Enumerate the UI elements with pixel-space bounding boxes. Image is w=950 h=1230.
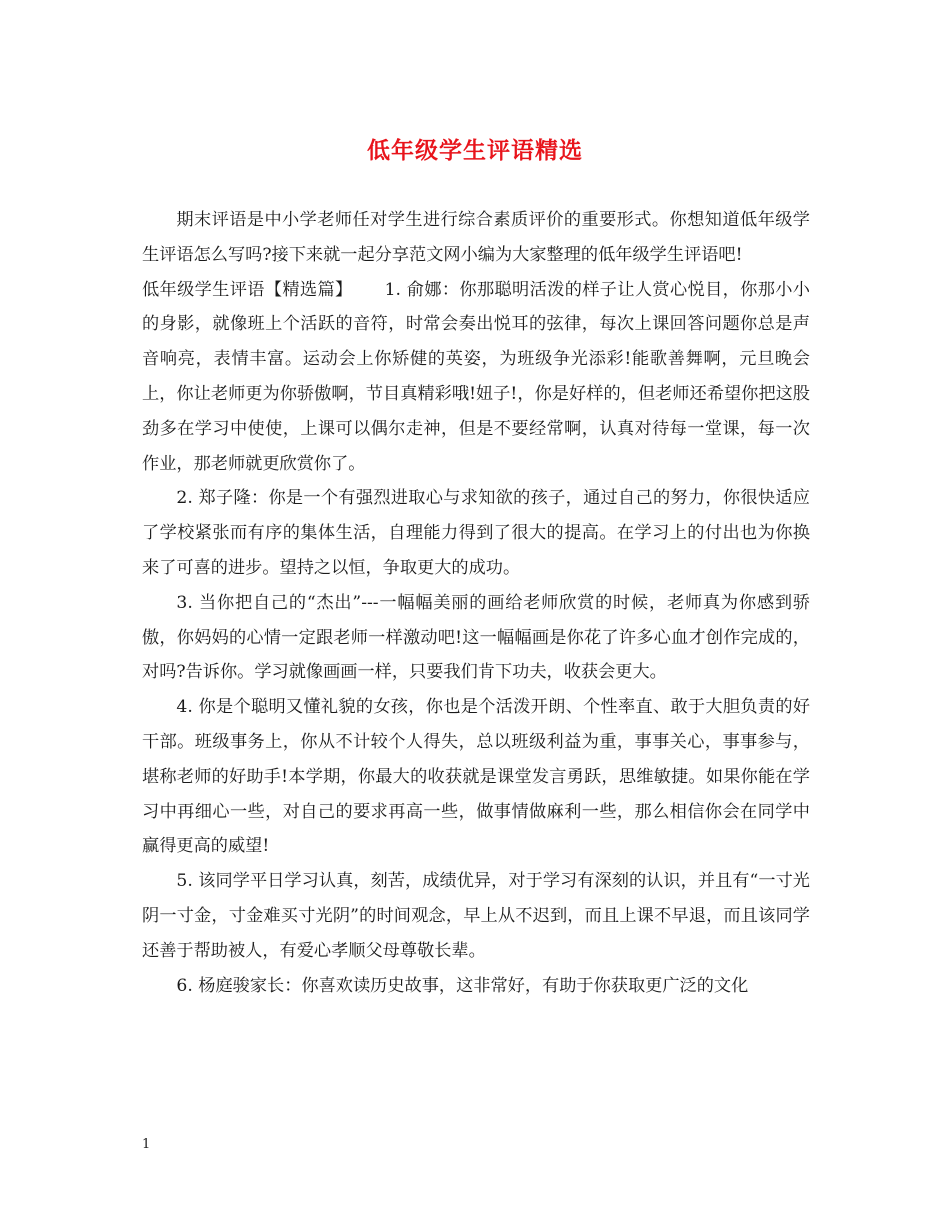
section-paragraph-1 — [142, 273, 810, 482]
page-number: 1 — [142, 1137, 151, 1152]
item-5: 5. 该同学平日学习认真，刻苦，成绩优异，对于学习有深刻的认识，并且有“一寸光阴一寸金，寸金难买寸光阴”的时间观念，早上从不迟到，而且上课不早退，而且该同学还善于帮助被人，有爱心孝顺父母尊敬长辈。 — [142, 871, 810, 961]
item-3: 3. 当你把自己的“杰出”---一幅幅美丽的画给老师欣赏的时候，老师真为你感到骄傲，你妈妈的心情一定跟老师一样激动吧!这一幅幅画是你花了许多心血才创作完成的，对吗?告诉你。学习就像画画一样，只要我们肯下功夫，收获会更大。 — [142, 592, 810, 683]
document-body — [142, 203, 810, 1003]
item-2: 2. 郑子隆：你是一个有强烈进取心与求知欲的孩子，通过自己的努力，你很快适应了学校紧张而有序的集体生活，自理能力得到了很大的提高。在学习上的付出也为你换来了可喜的进步。望持之以恒，争取更大的成功。 — [142, 488, 810, 578]
item-6: 6. 杨庭骏家长：你喜欢读历史故事，这非常好，有助于你获取更广泛的文化 — [176, 975, 749, 996]
item-1: 1. 俞娜：你那聪明活泼的样子让人赏心悦目，你那小小的身影，就像班上个活跃的音符，时常会奏出悦耳的弦律，每次上课回答问题你总是声音响亮，表情丰富。运动会上你矫健的英姿，为班级争光添彩!能歌善舞啊，元旦晚会上，你让老师更为你骄傲啊，节目真精彩哦!妞子!，你是好样的，但老师还希望你把这股劲多在学习中使使，上课可以偶尔走神，但是不要经常啊，认真对待每一堂课，每一次作业，那老师就更欣赏你了。 — [142, 279, 810, 474]
section-heading: 低年级学生评语【精选篇】 — [142, 279, 353, 300]
intro-paragraph: 期末评语是中小学老师任对学生进行综合素质评价的重要形式。你想知道低年级学生评语怎么写吗?接下来就一起分享范文网小编为大家整理的低年级学生评语吧! — [142, 210, 810, 265]
item-4: 4. 你是个聪明又懂礼貌的女孩，你也是个活泼开朗、个性率直、敢于大胆负责的好干部。班级事务上，你从不计较个人得失，总以班级利益为重，事事关心，事事参与，堪称老师的好助手!本学期，你最大的收获就是课堂发言勇跃，思维敏捷。如果你能在学习中再细心一些，对自己的要求再高一些，做事情做麻利一些，那么相信你会在同学中赢得更高的威望! — [142, 697, 810, 857]
document-title: 低年级学生评语精选 — [367, 137, 583, 164]
